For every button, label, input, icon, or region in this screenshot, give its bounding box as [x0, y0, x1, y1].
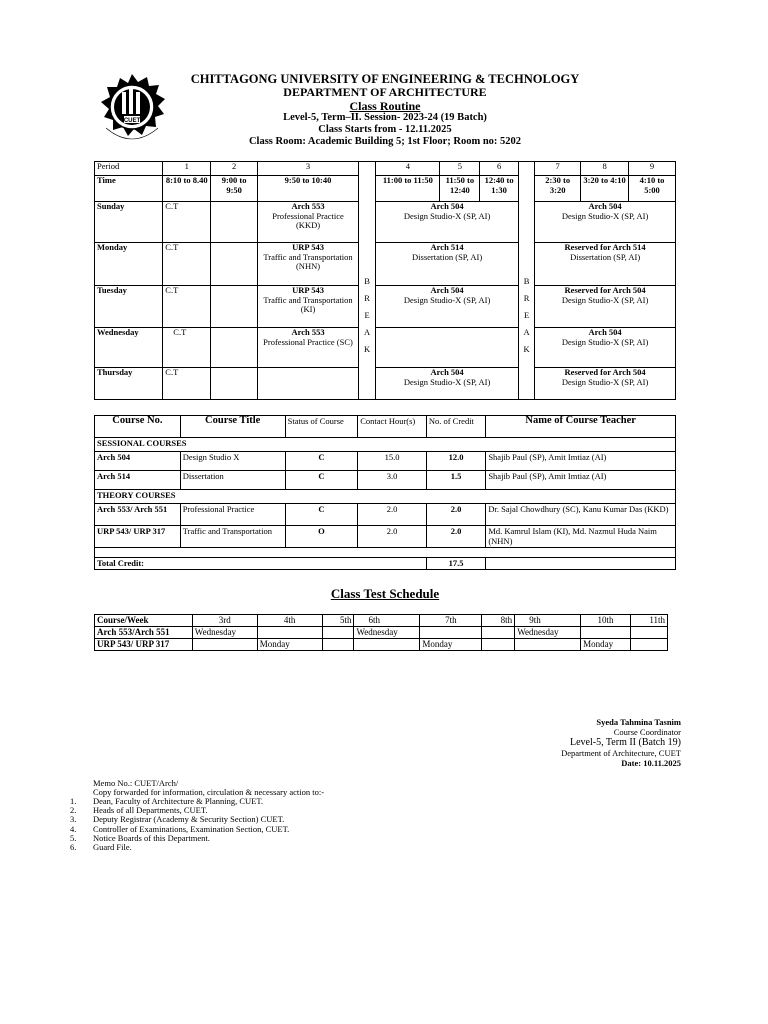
- ct-cell: Wednesday: [354, 627, 420, 639]
- break-column: B R E A K: [358, 162, 375, 400]
- routine-title: Class Routine: [349, 99, 421, 113]
- header-teacher: Name of Course Teacher: [486, 416, 676, 438]
- period-3-cell: URP 543 Traffic and Transportation (KI): [258, 286, 359, 328]
- contact-hours: 15.0: [358, 452, 427, 471]
- header-course-title: Course Title: [180, 416, 285, 438]
- period-2-cell: [211, 328, 258, 368]
- afternoon-session-cell: Arch 504 Design Studio-X (SP, AI): [535, 328, 676, 368]
- time-slot: 2:30 to 3:20: [535, 176, 581, 202]
- mid-session-cell: [376, 328, 519, 368]
- time-slot: 11:00 to 11:50: [376, 176, 440, 202]
- period-3-cell: Arch 553 Professional Practice (SC): [258, 328, 359, 368]
- section-row: [95, 490, 676, 504]
- period-3-cell: [258, 368, 359, 400]
- day-row-wednesday: [95, 328, 676, 368]
- period-2-cell: [211, 202, 258, 243]
- course-no: Arch 504: [95, 452, 181, 471]
- time-slot: 12:40 to 1:30: [480, 176, 519, 202]
- day-label: Sunday: [95, 202, 163, 243]
- mid-session-cell: Arch 504 Design Studio-X (SP, AI): [376, 202, 519, 243]
- time-slot: 9:00 to 9:50: [211, 176, 258, 202]
- course-status: C: [285, 504, 358, 526]
- ct-cell: [515, 639, 581, 651]
- total-credit-value: 17.5: [426, 558, 486, 570]
- period-1-cell: C.T: [163, 202, 211, 243]
- list-item: 3. Deputy Registrar (Academy & Security Section) CUET.: [70, 814, 285, 825]
- course-title: Design Studio X: [180, 452, 285, 471]
- coordinator-dept: Department of Architecture, CUET: [561, 748, 681, 758]
- period-number: 6: [480, 162, 519, 176]
- table-row: [95, 639, 668, 651]
- week-header: 8th: [482, 615, 515, 627]
- course-no: URP 543/ URP 317: [95, 526, 181, 548]
- class-test-table: [94, 614, 668, 651]
- class-start-date: Class Starts from - 12.11.2025: [318, 124, 452, 135]
- time-slot: 4:10 to 5:00: [629, 176, 676, 202]
- course-teacher: Shajib Paul (SP), Amit Imtiaz (AI): [486, 452, 676, 471]
- day-label: Wednesday: [95, 328, 163, 368]
- class-test-title: Class Test Schedule: [330, 586, 440, 601]
- day-label: Monday: [95, 243, 163, 286]
- list-item: 6. Guard File.: [70, 842, 132, 853]
- theory-courses-label: THEORY COURSES: [95, 490, 676, 504]
- day-row-tuesday: [95, 286, 676, 328]
- time-slot: 11:50 to 12:40: [440, 176, 480, 202]
- ct-cell: Monday: [581, 639, 631, 651]
- class-routine-table: [94, 161, 676, 400]
- course-title: Dissertation: [180, 471, 285, 490]
- sessional-courses-label: SESSIONAL COURSES: [95, 438, 676, 452]
- course-title: Professional Practice: [180, 504, 285, 526]
- mid-session-cell: Arch 504 Design Studio-X (SP, AI): [376, 286, 519, 328]
- period-number: 9: [629, 162, 676, 176]
- ct-course: Arch 553/Arch 551: [95, 627, 193, 639]
- day-row-monday: [95, 243, 676, 286]
- course-status: C: [285, 471, 358, 490]
- ct-cell: Monday: [420, 639, 482, 651]
- period-number: 8: [581, 162, 629, 176]
- break-column: B R E A K: [518, 162, 534, 400]
- course-status: C: [285, 452, 358, 471]
- period-number: 4: [376, 162, 440, 176]
- signature-block: [480, 717, 681, 768]
- list-item: 2. Heads of all Departments, CUET.: [70, 805, 208, 816]
- department-name: DEPARTMENT OF ARCHITECTURE: [283, 85, 487, 99]
- period-1-cell: C.T: [163, 328, 211, 368]
- table-row: [95, 471, 676, 490]
- week-header: 4th: [257, 615, 322, 627]
- day-row-sunday: [95, 202, 676, 243]
- header-course-no: Course No.: [95, 416, 181, 438]
- period-number: 2: [211, 162, 258, 176]
- class-room: Class Room: Academic Building 5; 1st Floor; Room no: 5202: [248, 136, 522, 147]
- list-item: 5. Notice Boards of this Department.: [70, 832, 210, 843]
- week-header: 6th: [354, 615, 420, 627]
- day-label: Tuesday: [95, 286, 163, 328]
- contact-hours: 2.0: [358, 526, 427, 548]
- period-2-cell: [211, 243, 258, 286]
- credit: 2.0: [426, 504, 486, 526]
- mid-session-cell: Arch 514 Dissertation (SP, AI): [376, 243, 519, 286]
- period-1-cell: C.T: [163, 286, 211, 328]
- ct-cell: [322, 627, 354, 639]
- afternoon-session-cell: Arch 504 Design Studio-X (SP, AI): [535, 202, 676, 243]
- day-row-thursday: [95, 368, 676, 400]
- week-header: 3rd: [192, 615, 257, 627]
- memo-number: Memo No.: CUET/Arch/: [93, 778, 179, 788]
- ct-cell: [420, 627, 482, 639]
- list-item: 1. Dean, Faculty of Architecture & Planning, CUET.: [70, 796, 264, 806]
- signature-date: Date: 10.11.2025: [621, 758, 681, 768]
- ct-cell: Wednesday: [515, 627, 581, 639]
- contact-hours: 2.0: [358, 504, 427, 526]
- ct-cell: [192, 639, 257, 651]
- credit: 12.0: [426, 452, 486, 471]
- period-1-cell: C.T: [163, 368, 211, 400]
- period-number: 1: [163, 162, 211, 176]
- period-2-cell: [211, 286, 258, 328]
- section-row: [95, 438, 676, 452]
- week-header: 11th: [631, 615, 668, 627]
- ct-course: URP 543/ URP 317: [95, 639, 193, 651]
- afternoon-session-cell: Reserved for Arch 504 Design Studio-X (SP, AI): [535, 286, 676, 328]
- ct-cell: [322, 639, 354, 651]
- time-slot: 9:50 to 10:40: [258, 176, 359, 202]
- time-slot: 8:10 to 8.40: [163, 176, 211, 202]
- course-no: Arch 514: [95, 471, 181, 490]
- week-header: 9th: [515, 615, 581, 627]
- time-row: [95, 176, 676, 202]
- period-number: 5: [440, 162, 480, 176]
- course-teacher: Dr. Sajal Chowdhury (SC), Kanu Kumar Das (KKD): [486, 504, 676, 526]
- credit: 1.5: [426, 471, 486, 490]
- distribution-list: [70, 797, 289, 852]
- ct-cell: [482, 639, 515, 651]
- period-number: 3: [258, 162, 359, 176]
- time-label: Time: [95, 176, 163, 202]
- mid-session-cell: Arch 504 Design Studio-X (SP, AI): [376, 368, 519, 400]
- total-credit-row: [95, 558, 676, 570]
- course-title: Traffic and Transportation: [180, 526, 285, 548]
- coordinator-role: Course Coordinator: [613, 727, 681, 737]
- memo-forward-line: Copy forwarded for information, circulation & necessary action to:-: [93, 787, 325, 797]
- course-teacher: Shajib Paul (SP), Amit Imtiaz (AI): [486, 471, 676, 490]
- list-item: 4. Controller of Examinations, Examination Section, CUET.: [70, 823, 290, 834]
- blank-row: [95, 548, 676, 558]
- header-course-week: Course/Week: [95, 615, 193, 627]
- period-label: Period: [95, 162, 163, 176]
- afternoon-session-cell: Reserved for Arch 504 Design Studio-X (SP, AI): [535, 368, 676, 400]
- contact-hours: 3.0: [358, 471, 427, 490]
- period-1-cell: C.T: [163, 243, 211, 286]
- table-row: [95, 452, 676, 471]
- coordinator-level: Level-5, Term II (Batch 19): [569, 737, 681, 748]
- week-header: 7th: [420, 615, 482, 627]
- coordinator-name: Syeda Tahmina Tasnim: [596, 717, 681, 727]
- svg-text:CUET: CUET: [123, 118, 141, 124]
- university-name: CHITTAGONG UNIVERSITY OF ENGINEERING & TECHNOLOGY: [190, 72, 580, 86]
- header-contact-hours: Contact Hour(s): [358, 416, 427, 438]
- course-teacher: Md. Kamrul Islam (KI), Md. Nazmul Huda Naim (NHN): [486, 526, 676, 548]
- ct-cell: Monday: [257, 639, 322, 651]
- period-2-cell: [211, 368, 258, 400]
- ct-cell: [631, 639, 668, 651]
- time-slot: 3:20 to 4:10: [581, 176, 629, 202]
- period-3-cell: URP 543 Traffic and Transportation (NHN): [258, 243, 359, 286]
- ct-cell: Wednesday: [192, 627, 257, 639]
- course-status: O: [285, 526, 358, 548]
- ct-cell: [257, 627, 322, 639]
- period-row: [95, 162, 676, 176]
- table-row: [95, 526, 676, 548]
- afternoon-session-cell: Reserved for Arch 514 Dissertation (SP, AI): [535, 243, 676, 286]
- period-3-cell: Arch 553 Professional Practice (KKD): [258, 202, 359, 243]
- ct-cell: [631, 627, 668, 639]
- course-table: [94, 415, 676, 570]
- class-test-header-row: [95, 615, 668, 627]
- day-label: Thursday: [95, 368, 163, 400]
- course-no: Arch 553/ Arch 551: [95, 504, 181, 526]
- total-credit-label: Total Credit:: [95, 558, 427, 570]
- table-row: [95, 504, 676, 526]
- week-header: 5th: [322, 615, 354, 627]
- ct-cell: [354, 639, 420, 651]
- header-credit: No. of Credit: [426, 416, 486, 438]
- level-session: Level-5, Term–II. Session- 2023-24 (19 Batch): [283, 112, 487, 123]
- ct-cell: [581, 627, 631, 639]
- header-status: Status of Course: [285, 416, 358, 438]
- table-row: [95, 627, 668, 639]
- ct-cell: [482, 627, 515, 639]
- course-header-row: [95, 416, 676, 438]
- week-header: 10th: [581, 615, 631, 627]
- period-number: 7: [535, 162, 581, 176]
- credit: 2.0: [426, 526, 486, 548]
